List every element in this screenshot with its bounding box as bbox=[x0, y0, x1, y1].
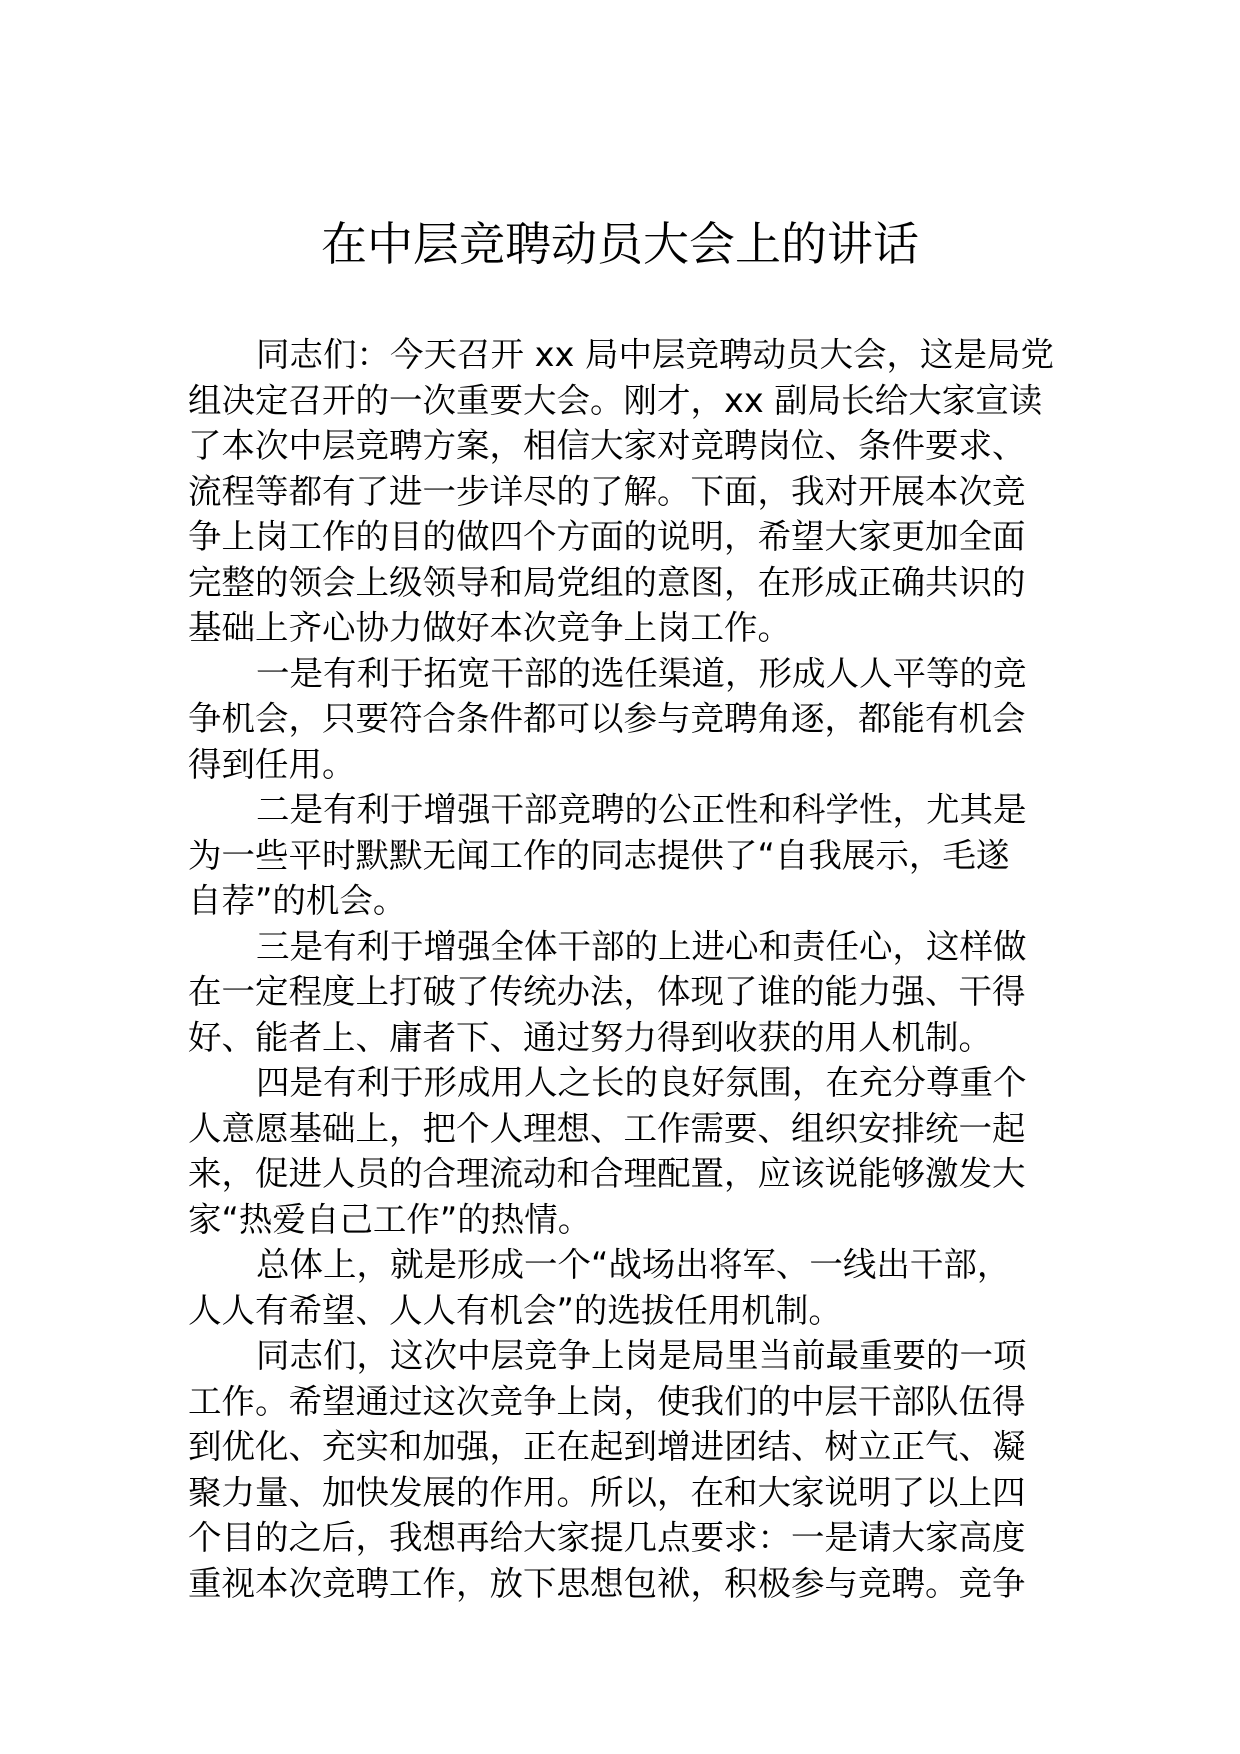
text-line: 二是有利于增强干部竞聘的公正性和科学性，尤其是 bbox=[256, 790, 1027, 829]
text-line: 到优化、充实和加强，正在起到增进团结、树立正气、凝 bbox=[188, 1427, 1026, 1466]
text-line: 重视本次竞聘工作，放下思想包袱，积极参与竞聘。竞争 bbox=[188, 1563, 1026, 1603]
text-line: 聚力量、加快发展的作用。所以，在和大家说明了以上四 bbox=[188, 1472, 1026, 1512]
text-line: 得到任用。 bbox=[188, 744, 356, 784]
text-line: 争机会，只要符合条件都可以参与竞聘角逐，都能有机会 bbox=[188, 699, 1026, 738]
text-line: 组决定召开的一次重要大会。刚才，xx 副局长给大家宣读 bbox=[188, 380, 1043, 420]
text-line: 三是有利于增强全体干部的上进心和责任心，这样做 bbox=[256, 926, 1027, 966]
document-title: 在中层竞聘动员大会上的讲话 bbox=[321, 217, 919, 271]
text-line: 同志们，这次中层竞争上岗是局里当前最重要的一项 bbox=[256, 1336, 1027, 1375]
text-line: 总体上，就是形成一个“战场出将军、一线出干部， bbox=[256, 1245, 1011, 1284]
text-line: 在一定程度上打破了传统办法，体现了谁的能力强、干得 bbox=[188, 972, 1026, 1011]
text-line: 了本次中层竞聘方案，相信大家对竞聘岗位、条件要求、 bbox=[188, 426, 1026, 465]
text-line: 自荐”的机会。 bbox=[188, 881, 407, 920]
text-line: 工作。希望通过这次竞争上岗，使我们的中层干部队伍得 bbox=[188, 1381, 1026, 1421]
document-body bbox=[188, 332, 1054, 1606]
text-line: 个目的之后，我想再给大家提几点要求：一是请大家高度 bbox=[188, 1518, 1026, 1557]
text-line: 人人有希望、人人有机会”的选拔任用机制。 bbox=[188, 1290, 842, 1330]
text-line: 基础上齐心协力做好本次竞争上岗工作。 bbox=[188, 608, 791, 647]
text-line: 好、能者上、庸者下、通过努力得到收获的用人机制。 bbox=[188, 1017, 992, 1057]
text-line: 流程等都有了进一步详尽的了解。下面，我对开展本次竞 bbox=[188, 471, 1026, 511]
text-line: 来，促进人员的合理流动和合理配置，应该说能够激发大 bbox=[188, 1154, 1026, 1193]
text-line: 完整的领会上级领导和局党组的意图，在形成正确共识的 bbox=[188, 562, 1026, 602]
text-line: 为一些平时默默无闻工作的同志提供了“自我展示，毛遂 bbox=[188, 835, 1010, 875]
text-line: 一是有利于拓宽干部的选任渠道，形成人人平等的竞 bbox=[256, 653, 1027, 693]
text-line: 人意愿基础上，把个人理想、工作需要、组织安排统一起 bbox=[188, 1108, 1026, 1148]
text-line: 争上岗工作的目的做四个方面的说明，希望大家更加全面 bbox=[188, 517, 1026, 556]
text-line: 同志们：今天召开 xx 局中层竞聘动员大会，这是局党 bbox=[256, 335, 1054, 374]
text-line: 家“热爱自己工作”的热情。 bbox=[188, 1199, 592, 1239]
text-line: 四是有利于形成用人之长的良好氛围，在充分尊重个 bbox=[256, 1063, 1027, 1102]
